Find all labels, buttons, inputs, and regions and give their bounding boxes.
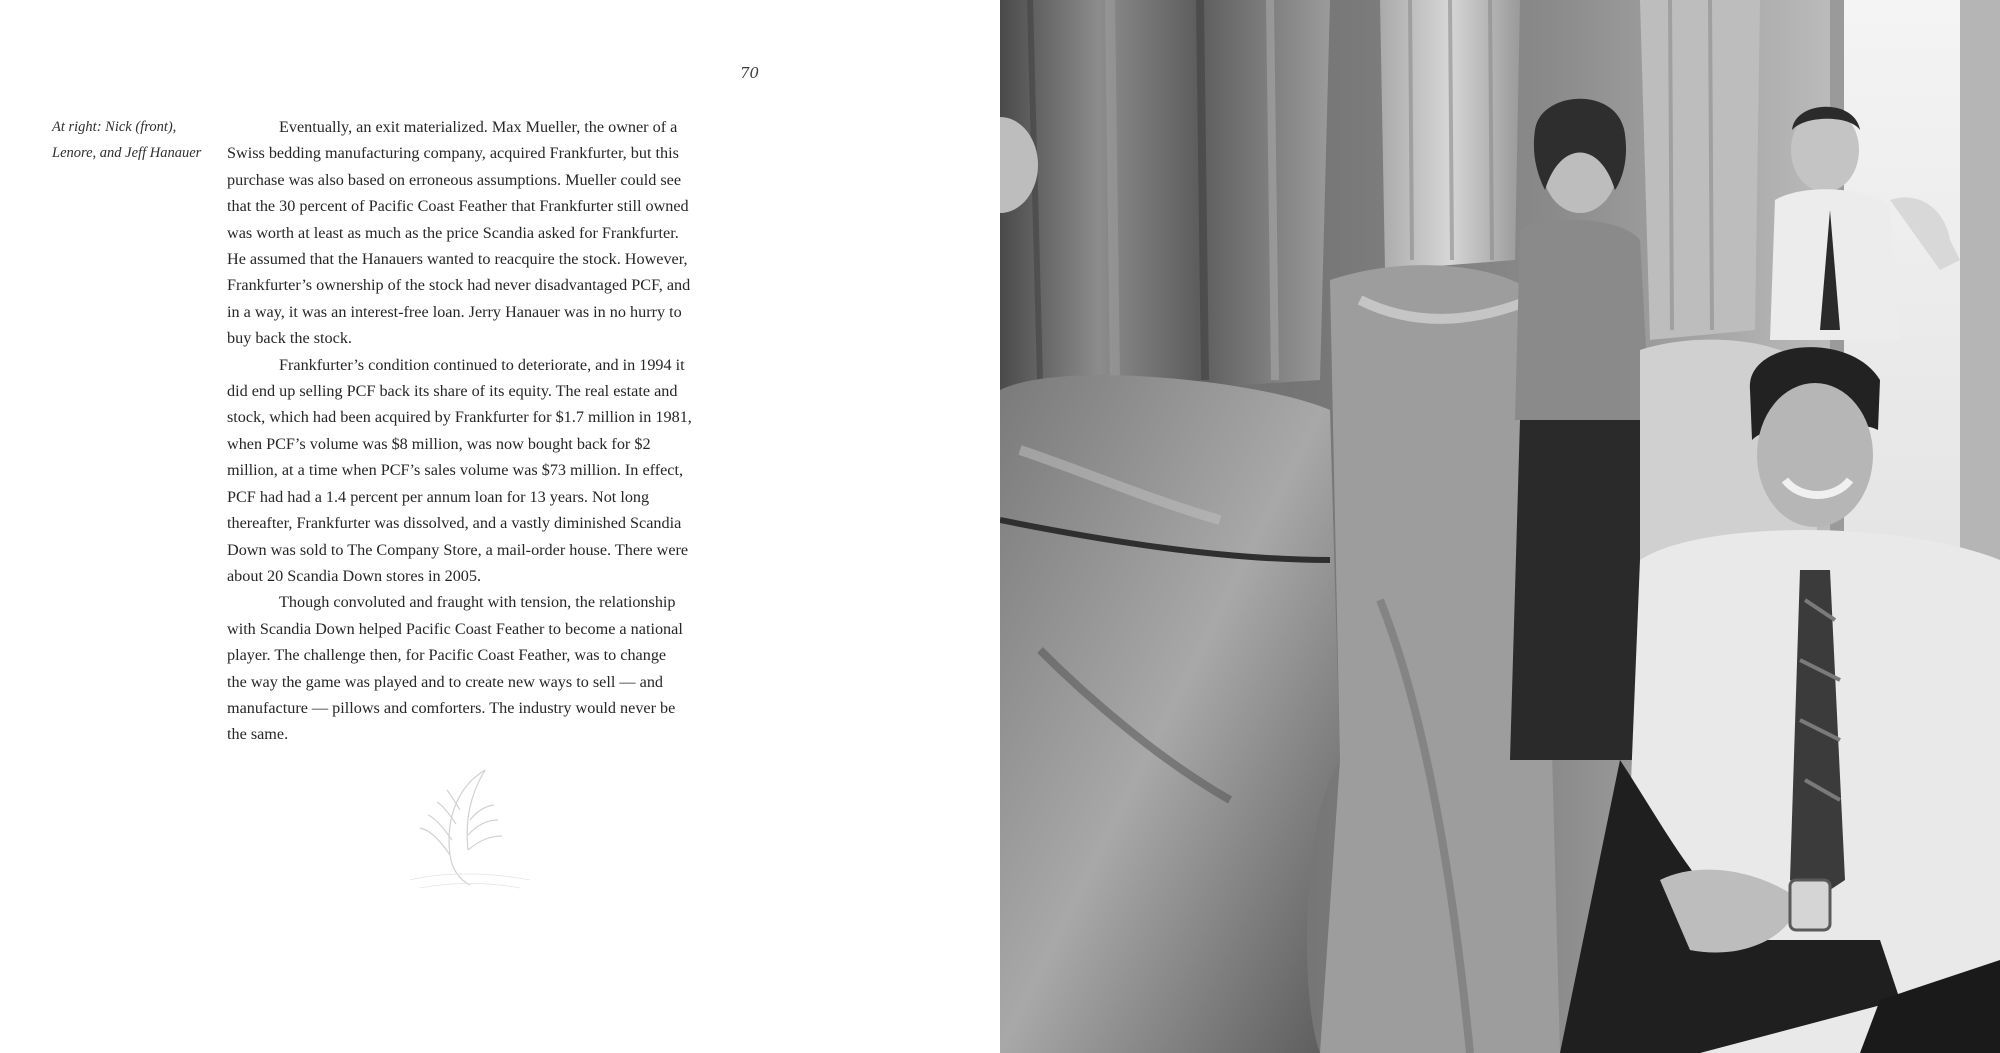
photograph-icon: [1000, 0, 2000, 1053]
body-line: Frankfurter’s condition continued to deteriorate, and in 1994 it: [279, 355, 685, 374]
body-line: PCF had had a 1.4 percent per annum loan for 13 years. Not long: [227, 487, 650, 506]
body-line: thereafter, Frankfurter was dissolved, and a vastly diminished Scandia: [227, 514, 682, 533]
body-line: stock, which had been acquired by Frankfurter for $1.7 million in 1981,: [227, 408, 692, 427]
body-line: player. The challenge then, for Pacific Coast Feather, was to change: [227, 646, 667, 665]
body-line: Frankfurter’s ownership of the stock had never disadvantaged PCF, and: [227, 276, 691, 295]
body-line: He assumed that the Hanauers wanted to reacquire the stock. However,: [227, 250, 688, 269]
body-line: Down was sold to The Company Store, a mail-order house. There were: [227, 540, 689, 559]
body-line: when PCF’s volume was $8 million, was now bought back for $2: [227, 434, 651, 453]
body-line: buy back the stock.: [227, 329, 352, 348]
body-line: was worth at least as much as the price Scandia asked for Frankfurter.: [227, 223, 679, 242]
body-line: million, at a time when PCF’s sales volume was $73 million. In effect,: [227, 461, 684, 480]
body-line: that the 30 percent of Pacific Coast Feather that Frankfurter still owned: [227, 197, 689, 216]
body-line: Eventually, an exit materialized. Max Mueller, the owner of a: [279, 118, 678, 136]
body-line: about 20 Scandia Down stores in 2005.: [227, 566, 482, 585]
body-line: the same.: [227, 725, 289, 744]
body-text: [227, 114, 747, 748]
body-line: did end up selling PCF back its share of its equity. The real estate and: [227, 382, 678, 401]
photo-caption: [52, 114, 212, 167]
photograph: [1000, 0, 2000, 1053]
body-line: in a way, it was an interest-free loan. Jerry Hanauer was in no hurry to: [227, 302, 682, 321]
body-line: the way the game was played and to create new ways to sell — and: [227, 672, 664, 691]
body-line: Though convoluted and fraught with tension, the relationship: [279, 593, 676, 612]
body-line: Swiss bedding manufacturing company, acquired Frankfurter, but this: [227, 144, 679, 163]
body-line: manufacture — pillows and comforters. The industry would never be: [227, 698, 676, 717]
feather-watermark-icon: [390, 760, 550, 900]
body-line: with Scandia Down helped Pacific Coast Feather to become a national: [227, 619, 683, 638]
body-line: purchase was also based on erroneous assumptions. Mueller could see: [227, 170, 682, 189]
page-number: 70: [740, 64, 760, 82]
caption-line: Lenore, and Jeff Hanauer: [52, 145, 202, 162]
caption-line: At right: Nick (front),: [52, 119, 177, 135]
